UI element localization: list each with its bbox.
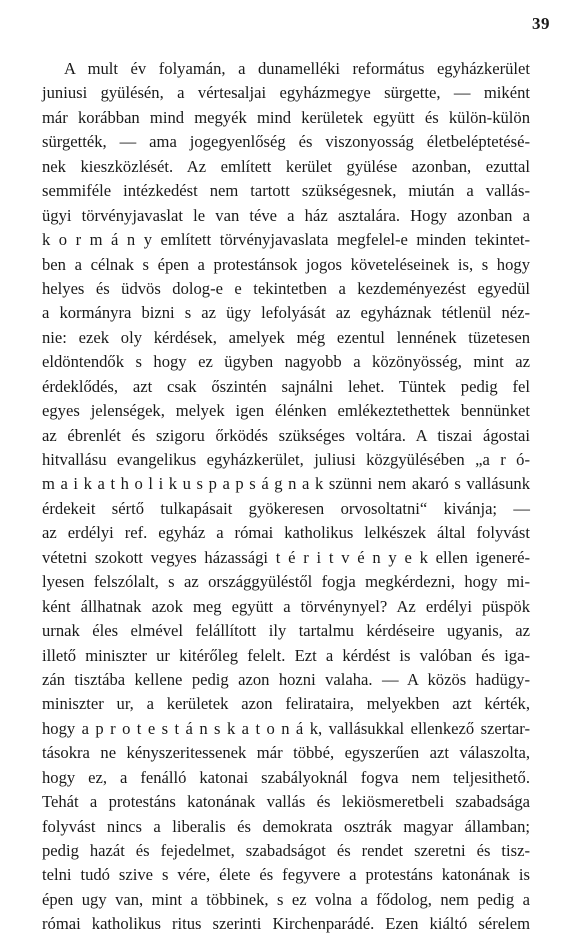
text-line: telni tudó szive s vére, élete és fegyvere a protestáns katonának is: [42, 865, 530, 885]
text-line: m a i k a t h o l i k u s p a p s á g n a k szünni nem akaró s vallásunk: [42, 474, 530, 494]
text-line: nie: ezek oly kérdések, amelyek még ezentul lennének tüzetesen: [42, 327, 530, 347]
text-line: ügyi törvényjavaslat le van téve a ház asztalára. Hogy azonban a: [42, 205, 530, 225]
text-line: hogy a p r o t e s t á n s k a t o n á k, vallásukkal ellenkező szertar-: [42, 718, 530, 738]
text-line: már korábban mind megyék mind kerületek együtt és külön-külön: [42, 107, 530, 127]
text-line: miniszter ur, a kerületek azon felirataira, melyekben azt kérték,: [42, 694, 530, 714]
text-line: római katholikus ritus szerinti Kirchenparádé. Ezen kiáltó sérelem: [42, 914, 530, 934]
text-line: ként állhatnak azok meg együtt a törvénynyel? Az erdélyi püspök: [42, 596, 530, 616]
text-line: semmiféle intézkedést nem tartott szükségesnek, miután a vallás-: [42, 181, 530, 201]
text-line: zán tisztába kellene pedig azon hozni valaha. — A közös hadügy-: [42, 669, 530, 689]
text-line: érdeklődés, azt csak őszintén sajnálni lehet. Tüntek pedig fel: [42, 376, 530, 396]
text-line: épen ugy van, mint a többinek, s ez volna a fődolog, nem pedig a: [42, 889, 530, 909]
text-line: folyvást nincs a liberalis és demokrata osztrák magyar államban;: [42, 816, 530, 836]
text-line: ben a célnak s épen a protestánsok jogos követeléseinek is, s hogy: [42, 254, 530, 274]
text-line: lyesen felszólalt, s az országgyüléstől fogja megkérdezni, hogy mi-: [42, 572, 530, 592]
text-line: az erdélyi ref. egyház a római katholikus lelkészek által folyvást: [42, 523, 530, 543]
text-line: az ébrenlét és szigoru őrködés szükséges voltára. A tiszai ágostai: [42, 425, 530, 445]
text-line: egyes jelenségek, melyek igen élénken emlékeztethettek bennünket: [42, 401, 530, 421]
text-line: pedig hazát és fejedelmet, szabadságot és rendet szeretni és tisz-: [42, 841, 530, 860]
text-line: k o r m á n y említett törvényjavaslata megfelel-e minden tekintet-: [42, 230, 530, 250]
text-line: nek kieszközlését. Az említett kerület gyülése azonban, ezuttal: [42, 156, 530, 176]
text-line: helyes és üdvös dolog-e e tekintetben a kezdeményezést egyedül: [42, 278, 530, 298]
text-line: érdekeit sértő tulkapásait gyökeresen orvosoltatni“ kivánja; —: [42, 498, 530, 518]
text-line: A mult év folyamán, a dunamelléki református egyházkerület: [64, 59, 530, 78]
page-number: 39: [532, 14, 550, 33]
text-line: a kormányra bizni s az ügy lefolyását az egyháznak tétlenül néz-: [42, 303, 530, 323]
text-line: hogy ez, a fenálló katonai szabályoknál fogva nem teljesithető.: [42, 767, 530, 787]
text-line: vétetni szokott vegyes házassági t é r i t v é n y e k ellen igeneré-: [42, 547, 530, 567]
text-line: juniusi gyülésén, a vértesaljai egyházmegye sürgette, — miként: [42, 83, 530, 103]
body-text: [42, 57, 530, 937]
text-line: urnak éles elmével felállított ily tartalmu kérdéseire ugyanis, az: [42, 621, 530, 641]
text-line: hitvallásu evangelikus egyházkerület, juliusi közgyülésében „a r ó-: [42, 450, 530, 469]
text-line: tásokra ne kényszeritessenek már többé, egyszerűen azt válaszolta,: [42, 743, 530, 763]
text-line: illető miniszter ur kitérőleg felelt. Ezt a kérdést is valóban és iga-: [42, 645, 530, 665]
text-line: Tehát a protestáns katonának vallás és lekiösmeretbeli szabadsága: [42, 792, 530, 812]
text-line: sürgették, — ama jogegyenlőség és viszonyosság életbeléptetésé-: [42, 132, 530, 152]
text-line: eldöntendők s hogy ez ügyben nagyobb a közönyösség, mint az: [42, 352, 530, 372]
